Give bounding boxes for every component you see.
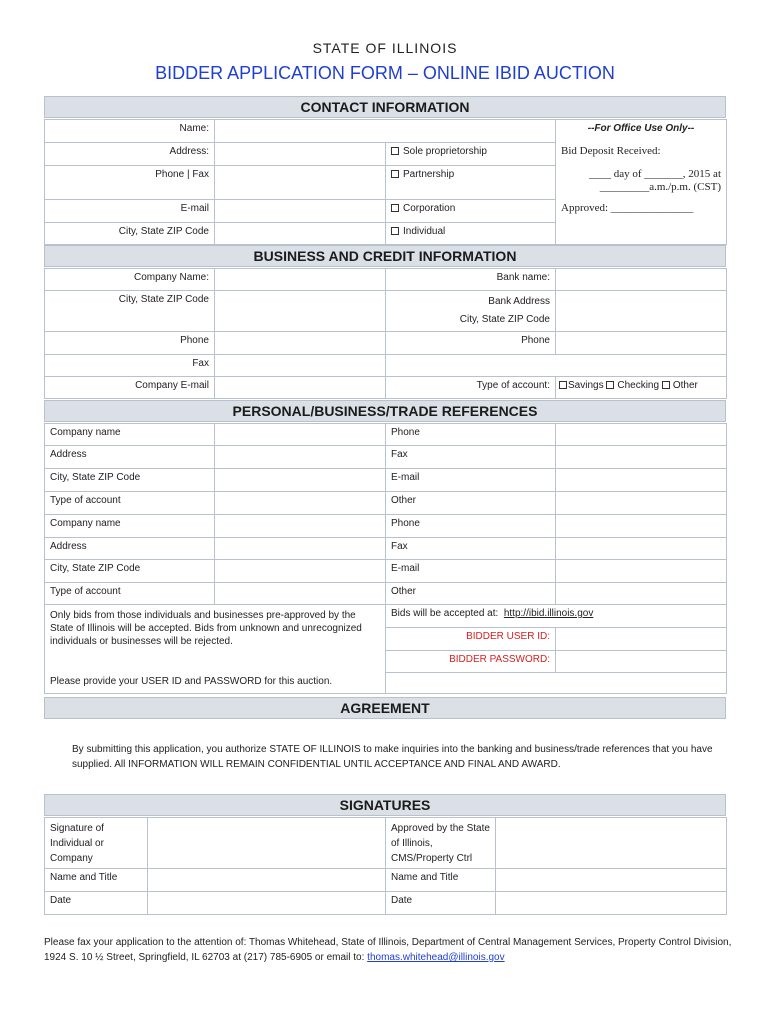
bid-deposit-label: Bid Deposit Received:: [556, 143, 727, 166]
bidder-user-id-label: BIDDER USER ID:: [386, 628, 556, 651]
state-name-title-label: Name and Title: [386, 869, 496, 892]
reference-field[interactable]: [215, 446, 386, 469]
company-city-field[interactable]: [215, 291, 386, 332]
date-field[interactable]: [148, 892, 386, 915]
bids-accepted-line: Bids will be accepted at: http://ibid.illinois.gov: [386, 605, 727, 628]
company-fax-label: Fax: [45, 355, 215, 377]
reference-label: Other: [386, 583, 556, 605]
individual-option[interactable]: Individual: [386, 223, 556, 245]
references-table: [44, 423, 727, 694]
bidder-password-field[interactable]: [556, 651, 727, 673]
reference-label: Fax: [386, 446, 556, 469]
reference-field[interactable]: [215, 583, 386, 605]
checkbox-icon: [391, 170, 399, 178]
checkbox-icon: [391, 204, 399, 212]
contact-table: [44, 119, 727, 245]
state-date-field[interactable]: [496, 892, 727, 915]
phone-fax-field[interactable]: [215, 166, 386, 200]
table-row: [45, 446, 727, 469]
business-section-heading: BUSINESS AND CREDIT INFORMATION: [44, 245, 726, 267]
reference-label: Type of account: [45, 492, 215, 515]
company-name-label: Company Name:: [45, 269, 215, 291]
savings-option[interactable]: Savings: [559, 380, 604, 391]
reference-field[interactable]: [556, 424, 727, 446]
checkbox-icon: [662, 381, 670, 389]
reference-field[interactable]: [556, 515, 727, 538]
reference-label: Other: [386, 492, 556, 515]
bidder-password-label: BIDDER PASSWORD:: [386, 651, 556, 673]
table-row: [45, 538, 727, 560]
signatures-section-heading: SIGNATURES: [44, 794, 726, 816]
approved-by-field[interactable]: [496, 818, 727, 869]
checkbox-icon: [391, 147, 399, 155]
company-city-label: City, State ZIP Code: [45, 291, 215, 332]
reference-label: Type of account: [45, 583, 215, 605]
reference-label: Address: [45, 446, 215, 469]
email-field[interactable]: [215, 200, 386, 223]
reference-label: City, State ZIP Code: [45, 560, 215, 583]
name-title-field[interactable]: [148, 869, 386, 892]
company-name-field[interactable]: [215, 269, 386, 291]
partnership-option[interactable]: Partnership: [386, 166, 556, 200]
deposit-date-line: ____ day of _______, 2015 at _________a.m./p.m. (CST): [556, 166, 727, 200]
date-label: Date: [45, 892, 148, 915]
provide-credentials-note: Please provide your USER ID and PASSWORD for this auction.: [45, 673, 386, 694]
bank-name-field[interactable]: [556, 269, 727, 291]
agreement-text: By submitting this application, you authorize STATE OF ILLINOIS to make inquiries into the banking and business/trade references that you have supplied. All INFORMATION WILL REMAIN CONFIDENTIAL UNTIL ACCEPTANCE AND FINAL AND AWARD.: [72, 744, 713, 770]
bank-address-label: Bank Address City, State ZIP Code: [386, 291, 556, 332]
business-table: [44, 268, 727, 399]
contact-section-heading: CONTACT INFORMATION: [44, 96, 726, 118]
signature-label: Signature of Individual or Company: [45, 818, 148, 869]
reference-label: Phone: [386, 424, 556, 446]
approved-by-label: Approved by the State of Illinois, CMS/Property Ctrl: [386, 818, 496, 869]
account-type-options: [556, 377, 727, 399]
footer-instructions: Please fax your application to the attention of: Thomas Whitehead, State of Illinois, Department of Central Management Services, Property Control Division, 1924 S. 10 ½ Street, Springfield, IL 62703 at (217) 785-6905 or email to: thomas.whitehead@illinois.gov: [44, 937, 732, 963]
state-heading: STATE OF ILLINOIS: [312, 40, 458, 56]
bank-name-label: Bank name:: [386, 269, 556, 291]
city-label: City, State ZIP Code: [45, 223, 215, 245]
company-email-label: Company E-mail: [45, 377, 215, 399]
bidder-user-id-field[interactable]: [556, 628, 727, 651]
state-name-title-field[interactable]: [496, 869, 727, 892]
name-title-label: Name and Title: [45, 869, 148, 892]
checkbox-icon: [391, 227, 399, 235]
table-row: [45, 424, 727, 446]
reference-field[interactable]: [215, 424, 386, 446]
reference-label: Company name: [45, 424, 215, 446]
reference-field[interactable]: [215, 469, 386, 492]
blank-cell: [386, 673, 727, 694]
name-field[interactable]: [215, 120, 556, 143]
company-fax-field[interactable]: [215, 355, 386, 377]
address-label: Address:: [45, 143, 215, 166]
reference-label: Address: [45, 538, 215, 560]
reference-field[interactable]: [215, 492, 386, 515]
sole-proprietorship-option[interactable]: Sole proprietorship: [386, 143, 556, 166]
references-section-heading: PERSONAL/BUSINESS/TRADE REFERENCES: [44, 400, 726, 422]
bids-url-link[interactable]: http://ibid.illinois.gov: [503, 608, 594, 619]
table-row: [45, 560, 727, 583]
agreement-section-heading: AGREEMENT: [44, 697, 726, 719]
company-phone-field[interactable]: [215, 332, 386, 355]
contact-email-link[interactable]: thomas.whitehead@illinois.gov: [367, 952, 505, 963]
reference-field[interactable]: [215, 515, 386, 538]
checkbox-icon: [606, 381, 614, 389]
table-row: [45, 469, 727, 492]
approval-notice: Only bids from those individuals and businesses pre-approved by the State of Illinois will be accepted. Bids from unknown and unrecognized individuals or businesses will be rejected.: [45, 605, 386, 673]
table-row: [45, 583, 727, 605]
reference-label: Fax: [386, 538, 556, 560]
phone-fax-label: Phone | Fax: [45, 166, 215, 200]
reference-label: City, State ZIP Code: [45, 469, 215, 492]
form-title: BIDDER APPLICATION FORM – ONLINE IBID AUCTION: [155, 63, 615, 83]
checkbox-icon: [559, 381, 567, 389]
office-use-blank: [556, 223, 727, 245]
reference-field[interactable]: [215, 538, 386, 560]
blank-cell: [386, 355, 727, 377]
other-option[interactable]: Other: [662, 380, 698, 391]
table-row: [45, 515, 727, 538]
bank-phone-label: Phone: [386, 332, 556, 355]
name-label: Name:: [45, 120, 215, 143]
office-use-label: --For Office Use Only--: [556, 120, 727, 143]
signature-field[interactable]: [148, 818, 386, 869]
bank-phone-field[interactable]: [556, 332, 727, 355]
email-label: E-mail: [45, 200, 215, 223]
address-field[interactable]: [215, 143, 386, 166]
city-field[interactable]: [215, 223, 386, 245]
reference-field[interactable]: [556, 538, 727, 560]
reference-field[interactable]: [215, 560, 386, 583]
company-phone-label: Phone: [45, 332, 215, 355]
corporation-option[interactable]: Corporation: [386, 200, 556, 223]
reference-field[interactable]: [556, 446, 727, 469]
account-type-label: Type of account:: [386, 377, 556, 399]
approved-line: Approved: _______________: [556, 200, 727, 223]
reference-field[interactable]: [556, 469, 727, 492]
reference-label: Company name: [45, 515, 215, 538]
company-email-field[interactable]: [215, 377, 386, 399]
bank-address-field[interactable]: [556, 291, 727, 332]
reference-field[interactable]: [556, 560, 727, 583]
table-row: [45, 492, 727, 515]
reference-field[interactable]: [556, 583, 727, 605]
reference-label: Phone: [386, 515, 556, 538]
state-date-label: Date: [386, 892, 496, 915]
checking-option[interactable]: Checking: [606, 380, 659, 391]
signatures-table: [44, 817, 727, 915]
reference-field[interactable]: [556, 492, 727, 515]
reference-label: E-mail: [386, 469, 556, 492]
reference-label: E-mail: [386, 560, 556, 583]
